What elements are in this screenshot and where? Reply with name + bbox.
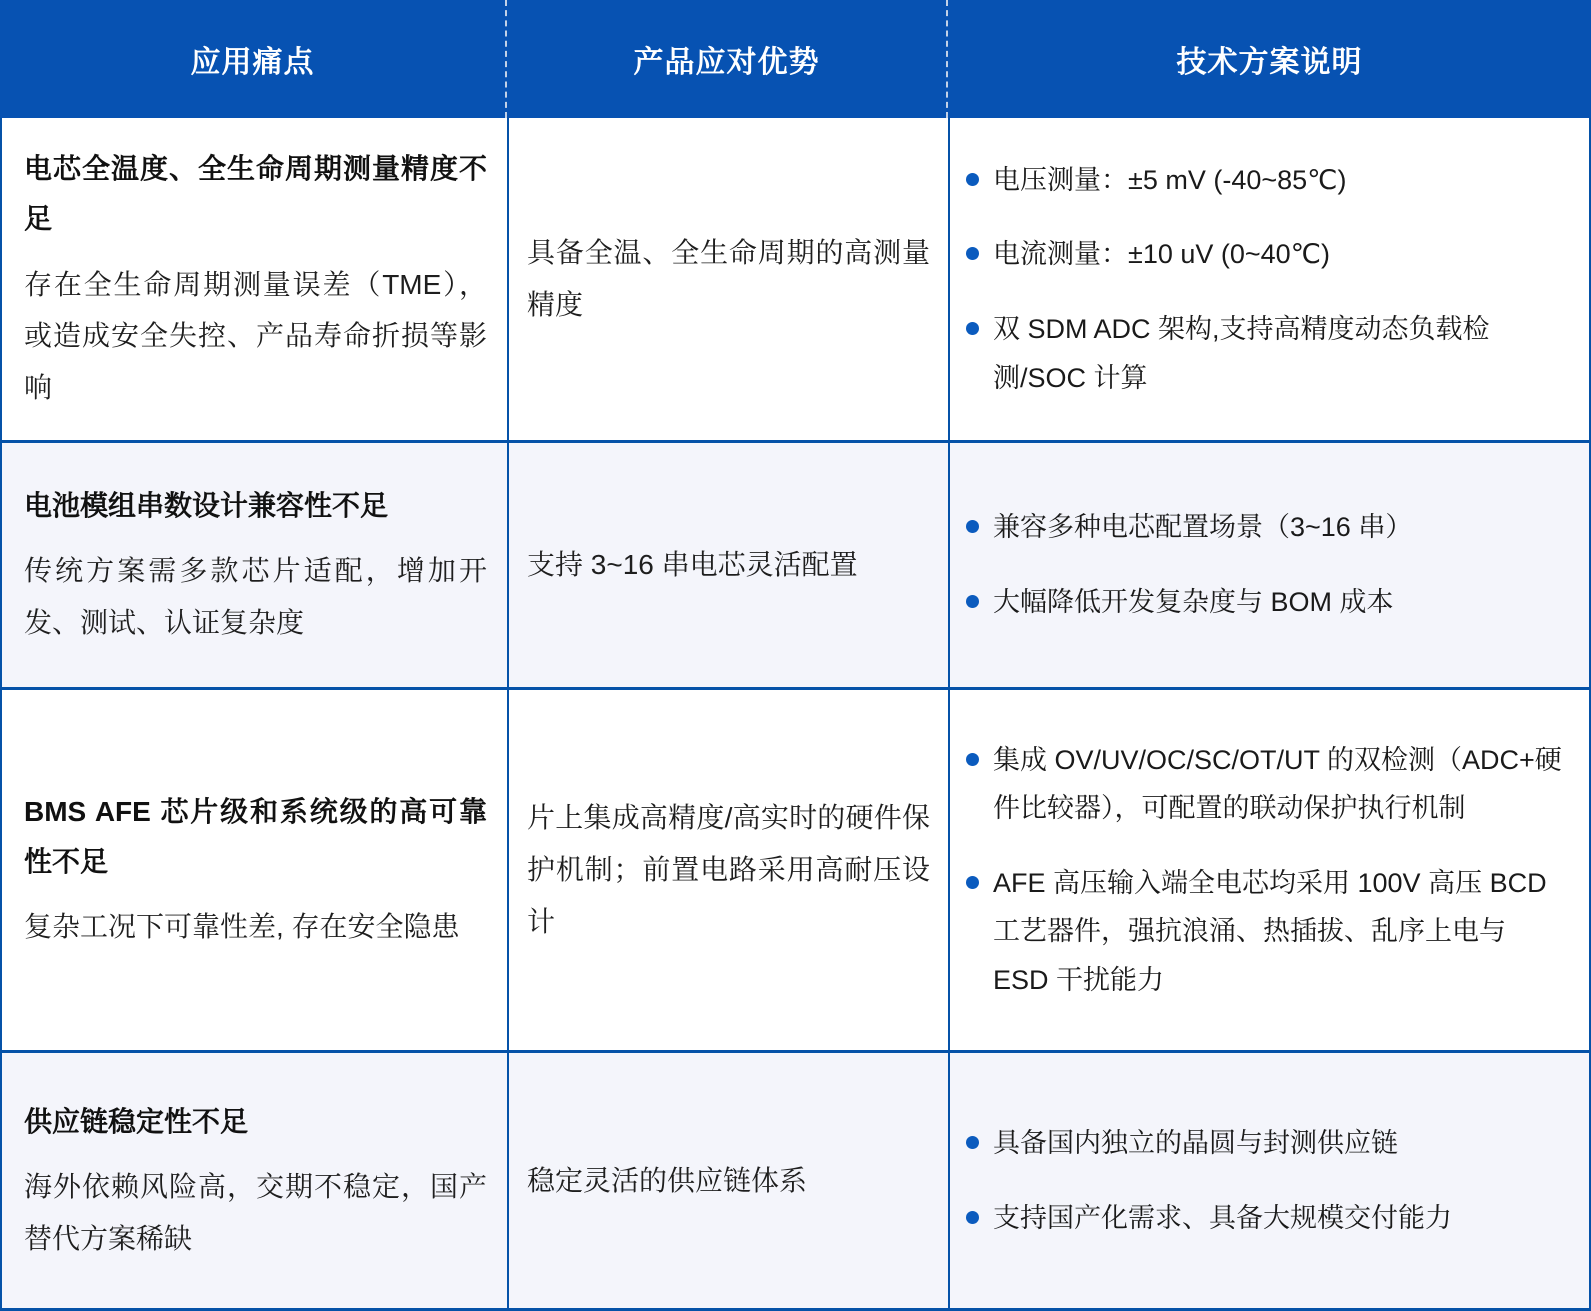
bullet-dot-icon xyxy=(966,1211,979,1224)
bullet-text: 电压测量：±5 mV (-40~85℃) xyxy=(993,164,1347,195)
pain-point-description: 海外依赖风险高，交期不稳定，国产替代方案稀缺 xyxy=(24,1170,487,1254)
header-cell-product-advantages xyxy=(507,0,948,118)
pain-point-cell xyxy=(2,690,507,1050)
table-row-series-compatibility xyxy=(2,440,1589,687)
bullet-dot-icon xyxy=(966,520,979,533)
bullet-text: 兼容多种电芯配置场景（3~16 串） xyxy=(993,512,1413,543)
table-row-supply-chain xyxy=(2,1050,1589,1308)
header-cell-pain-points xyxy=(0,0,507,118)
bullet-dot-icon xyxy=(966,247,979,260)
advantage-text: 支持 3~16 串电芯灵活配置 xyxy=(527,549,858,581)
pain-point-title: 电池模组串数设计兼容性不足 xyxy=(24,490,389,521)
advantage-cell xyxy=(507,1053,948,1308)
pain-point-cell xyxy=(2,1053,507,1308)
table-body xyxy=(0,118,1591,1311)
list-item xyxy=(966,578,1563,627)
list-item xyxy=(966,736,1563,833)
pain-point-cell xyxy=(2,118,507,440)
bullet-text: 大幅降低开发复杂度与 BOM 成本 xyxy=(993,587,1394,617)
solution-cell xyxy=(948,1053,1589,1308)
header-label-technical-solution: 技术方案说明 xyxy=(1176,46,1363,79)
solution-cell xyxy=(948,690,1589,1050)
list-item xyxy=(966,859,1563,1005)
solution-bullet-list xyxy=(966,1119,1563,1242)
solution-bullet-list xyxy=(966,503,1563,626)
pain-point-content xyxy=(24,144,487,414)
header-label-pain-points: 应用痛点 xyxy=(190,46,315,79)
pain-point-description: 存在全生命周期测量误差（TME），或造成安全失控、产品寿命折损等影响 xyxy=(24,268,487,404)
pain-point-title: 电芯全温度、全生命周期测量精度不足 xyxy=(24,152,487,235)
pain-point-content xyxy=(24,1097,487,1265)
header-cell-technical-solution xyxy=(948,0,1591,118)
solution-cell xyxy=(948,443,1589,687)
advantage-text: 稳定灵活的供应链体系 xyxy=(527,1164,808,1196)
pain-point-content xyxy=(24,481,487,649)
bullet-dot-icon xyxy=(966,876,979,889)
advantage-text: 片上集成高精度/高实时的硬件保护机制；前置电路采用高耐压设计 xyxy=(527,802,930,937)
list-item xyxy=(966,230,1563,279)
list-item xyxy=(966,1194,1563,1243)
table-header-row xyxy=(0,0,1591,118)
list-item xyxy=(966,156,1563,205)
bullet-text: 具备国内独立的晶圆与封测供应链 xyxy=(993,1127,1398,1158)
solution-bullet-list xyxy=(966,156,1563,402)
bullet-text: 集成 OV/UV/OC/SC/OT/UT 的双检测（ADC+硬件比较器），可配置的联动保护执行机制 xyxy=(993,744,1562,824)
bullet-dot-icon xyxy=(966,1136,979,1149)
pain-point-title: BMS AFE 芯片级和系统级的高可靠性不足 xyxy=(24,795,487,878)
pain-point-title: 供应链稳定性不足 xyxy=(24,1105,249,1137)
bullet-text: AFE 高压输入端全电芯均采用 100V 高压 BCD 工艺器件，强抗浪涌、热插拔、乱序上电与 ESD 干扰能力 xyxy=(993,867,1547,995)
bullet-text: 支持国产化需求、具备大规模交付能力 xyxy=(993,1202,1452,1233)
header-label-product-advantages: 产品应对优势 xyxy=(633,46,820,79)
advantage-cell xyxy=(507,690,948,1050)
table-row-reliability xyxy=(2,687,1589,1050)
solution-bullet-list xyxy=(966,736,1563,1005)
bullet-dot-icon xyxy=(966,753,979,766)
pain-point-content xyxy=(24,787,487,954)
bullet-dot-icon xyxy=(966,173,979,186)
list-item xyxy=(966,503,1563,552)
pain-point-description: 复杂工况下可靠性差, 存在安全隐患 xyxy=(24,911,460,943)
table-row-measurement-accuracy xyxy=(2,118,1589,440)
list-item xyxy=(966,1119,1563,1168)
bullet-dot-icon xyxy=(966,595,979,608)
advantage-cell xyxy=(507,443,948,687)
solution-cell xyxy=(948,118,1589,440)
bullet-text: 双 SDM ADC 架构,支持高精度动态负载检测/SOC 计算 xyxy=(993,314,1490,393)
advantage-text: 具备全温、全生命周期的高测量精度 xyxy=(527,237,930,320)
pain-point-description: 传统方案需多款芯片适配，增加开发、测试、认证复杂度 xyxy=(24,555,487,639)
pain-point-cell xyxy=(2,443,507,687)
list-item xyxy=(966,305,1563,402)
advantage-cell xyxy=(507,118,948,440)
bullet-dot-icon xyxy=(966,322,979,335)
bullet-text: 电流测量：±10 uV (0~40℃) xyxy=(993,239,1330,270)
